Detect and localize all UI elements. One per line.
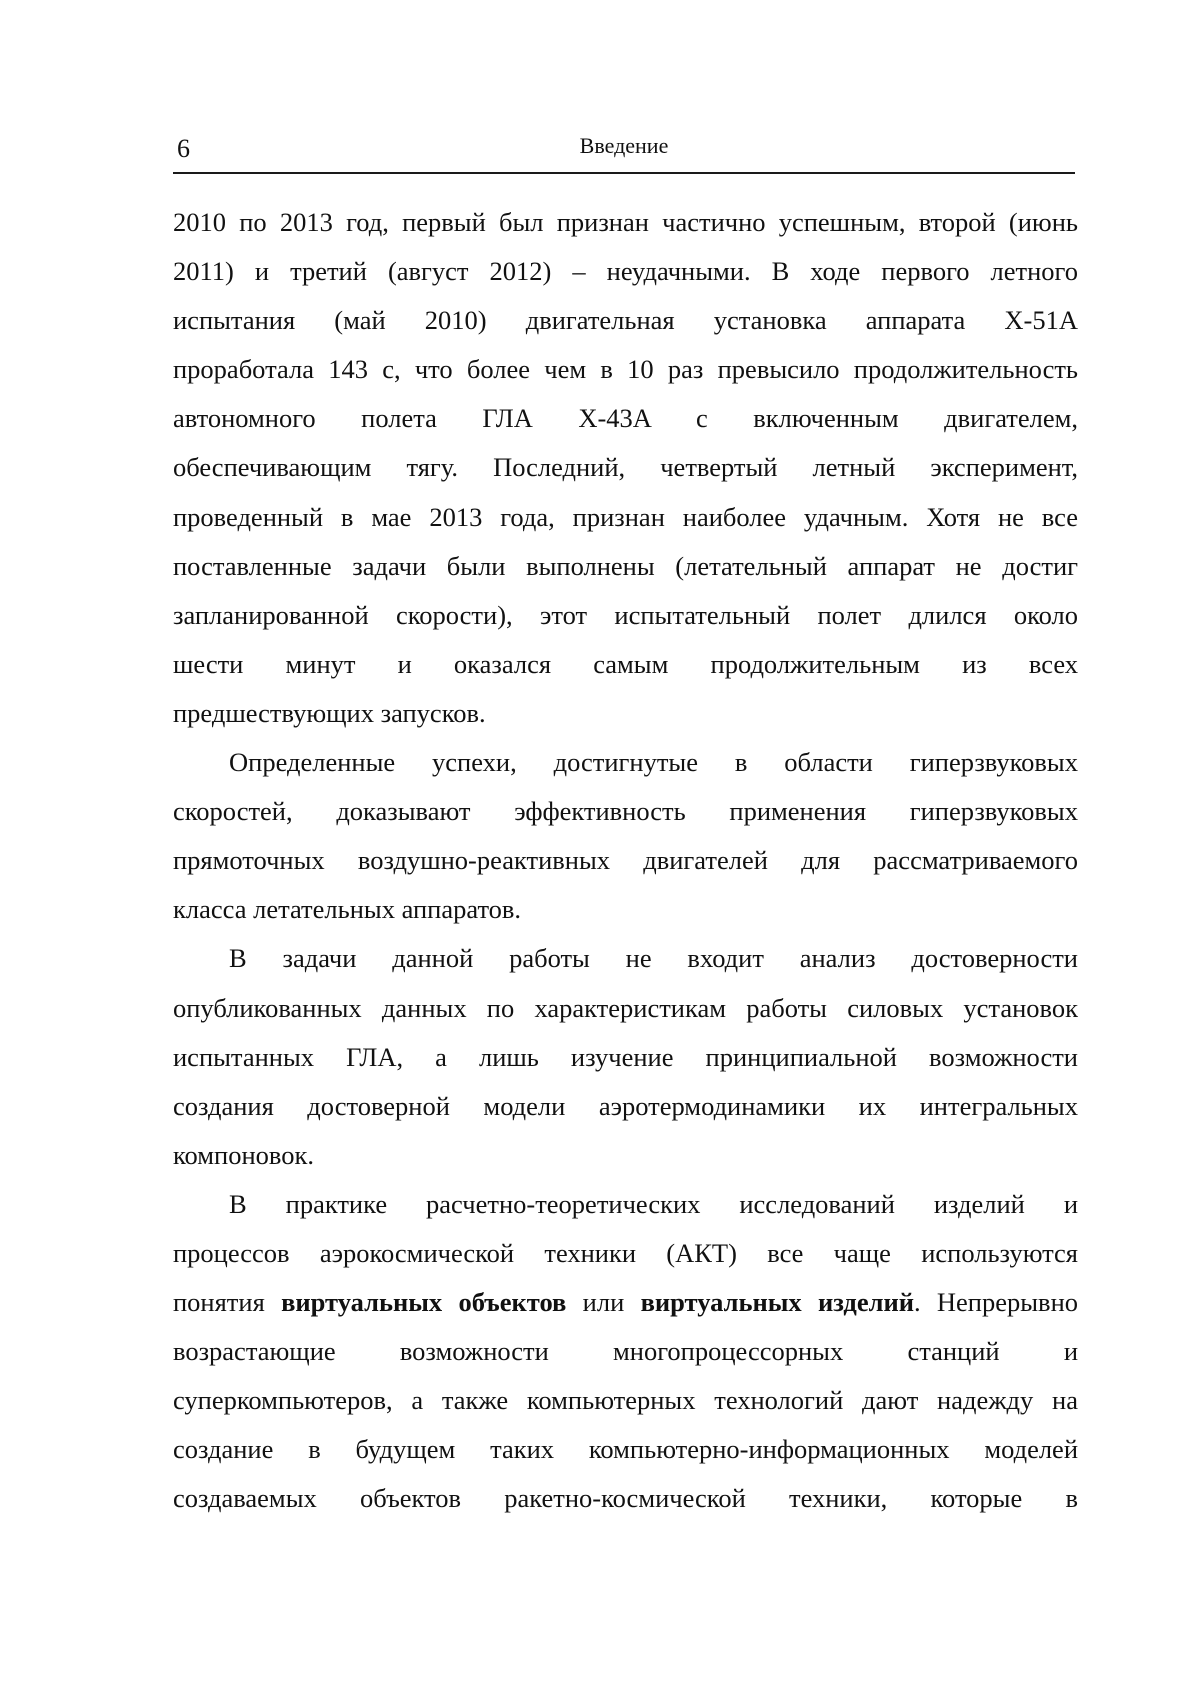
text-line: создания достоверной модели аэротермодинамики их интегральных bbox=[173, 1090, 1078, 1121]
page-number: 6 bbox=[177, 134, 190, 163]
text-fragment: или bbox=[566, 1287, 641, 1318]
bold-term-virtual-objects: виртуальных объектов bbox=[281, 1287, 567, 1318]
page-header bbox=[173, 128, 1075, 174]
text-line: возрастающие возможности многопроцессорных станций и bbox=[173, 1336, 1078, 1367]
paragraph-2 bbox=[173, 738, 1078, 934]
text-line: испытанных ГЛА, а лишь изучение принципиальной возможности bbox=[173, 1041, 1078, 1072]
paragraph-3 bbox=[173, 934, 1078, 1179]
bold-term-virtual-products: виртуальных изделий bbox=[640, 1287, 914, 1318]
running-title: Введение bbox=[579, 133, 669, 158]
text-line: скоростей, доказывают эффективность применения гиперзвуковых bbox=[173, 796, 1078, 827]
paragraph-4 bbox=[173, 1180, 1078, 1524]
text-line: В практике расчетно-теоретических исследований изделий и bbox=[229, 1188, 1078, 1219]
text-line: суперкомпьютеров, а также компьютерных технологий дают надежду на bbox=[173, 1385, 1078, 1416]
text-line: поставленные задачи были выполнены (летательный аппарат не достиг bbox=[173, 550, 1078, 581]
text-line: запланированной скорости), этот испытательный полет длился около bbox=[173, 599, 1078, 630]
text-line: создаваемых объектов ракетно-космической техники, которые в bbox=[173, 1483, 1078, 1514]
text-line: опубликованных данных по характеристикам работы силовых установок bbox=[173, 992, 1078, 1023]
text-line: автономного полета ГЛА X-43A с включенным двигателем, bbox=[173, 403, 1078, 434]
text-fragment: понятия bbox=[173, 1287, 282, 1318]
text-line-with-bold-terms bbox=[173, 1278, 1078, 1327]
text-line: прямоточных воздушно-реактивных двигателей для рассматриваемого bbox=[173, 845, 1078, 876]
text-line: испытания (май 2010) двигательная установка аппарата X-51A bbox=[173, 305, 1078, 336]
text-line: компоновок. bbox=[173, 1139, 314, 1170]
text-fragment: . Непрерывно bbox=[913, 1287, 1079, 1318]
paragraph-1 bbox=[173, 198, 1078, 738]
text-line: обеспечивающим тягу. Последний, четвертый летный эксперимент, bbox=[173, 452, 1078, 483]
text-line: создание в будущем таких компьютерно-информационных моделей bbox=[173, 1434, 1078, 1465]
body-text bbox=[173, 198, 1078, 1524]
text-line: В задачи данной работы не входит анализ достоверности bbox=[229, 943, 1078, 974]
text-line: процессов аэрокосмической техники (АКТ) все чаще используются bbox=[173, 1237, 1078, 1268]
text-line: 2011) и третий (август 2012) – неудачными. В ходе первого летного bbox=[173, 256, 1078, 287]
text-line: предшествующих запусков. bbox=[173, 697, 486, 728]
text-line: класса летательных аппаратов. bbox=[173, 894, 522, 925]
text-line: проведенный в мае 2013 года, признан наиболее удачным. Хотя не все bbox=[173, 501, 1078, 532]
text-line: шести минут и оказался самым продолжительным из всех bbox=[173, 648, 1078, 679]
text-line: 2010 по 2013 год, первый был признан частично успешным, второй (июнь bbox=[173, 207, 1078, 237]
text-line: проработала 143 с, что более чем в 10 раз превысило продолжительность bbox=[173, 354, 1078, 385]
text-line: Определенные успехи, достигнутые в области гиперзвуковых bbox=[229, 747, 1078, 778]
